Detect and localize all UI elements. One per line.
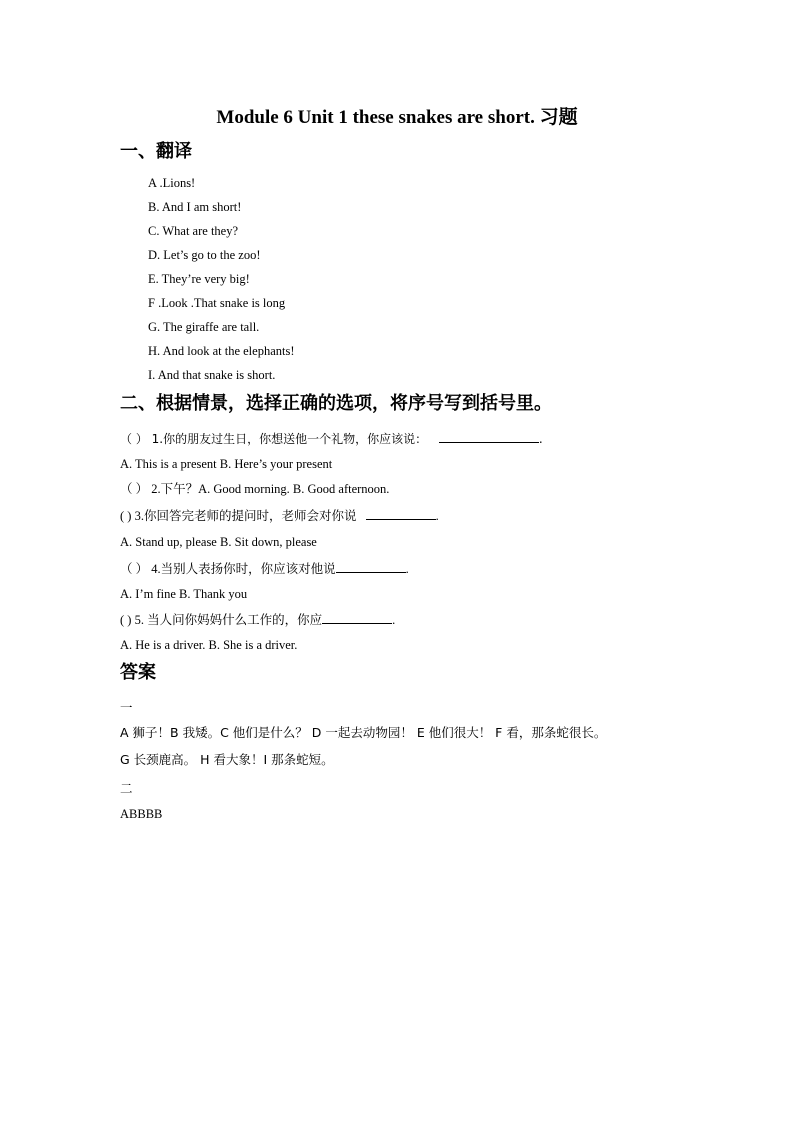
question-2: （ ） 2.下午？A. Good morning. B. Good afternoon. — [120, 482, 390, 496]
answers-part1-label: 一 — [120, 700, 133, 715]
list-item: H. And look at the elephants! — [148, 344, 295, 358]
answers-part2-label: 二 — [120, 781, 133, 796]
page-title: Module 6 Unit 1 these snakes are short. 习题 — [216, 107, 578, 128]
list-item: E. They’re very big! — [148, 272, 250, 286]
question-options: A. I’m fine B. Thank you — [120, 587, 248, 601]
period: . — [405, 562, 409, 576]
question-5 — [120, 611, 395, 628]
period: . — [392, 613, 396, 627]
answer-blank — [336, 560, 406, 573]
answers-part1-line: A 狮子！B 我矮。C 他们是什么？ D 一起去动物园！ E 他们很大！ F 看，那条蛇很长。 — [120, 725, 607, 740]
list-item: F .Look .That snake is long — [148, 296, 286, 310]
period: . — [538, 432, 543, 446]
question-options: A. He is a driver. B. She is a driver. — [120, 638, 298, 652]
answer-blank — [322, 611, 392, 624]
period: . — [435, 509, 439, 523]
answer-blank — [366, 507, 436, 520]
section-heading-translate: 一、翻译 — [120, 141, 192, 162]
answer-blank — [439, 430, 539, 443]
list-item: A .Lions! — [148, 176, 196, 190]
list-item: B. And I am short! — [148, 200, 242, 214]
section-heading-choice: 二、根据情景，选择正确的选项，将序号写到括号里。 — [120, 393, 552, 414]
question-4 — [120, 560, 409, 577]
list-item: D. Let’s go to the zoo! — [148, 248, 261, 262]
question-text: ( ) 3.你回答完老师的提问时，老师会对你说 — [120, 509, 357, 523]
list-item: G. The giraffe are tall. — [148, 320, 260, 334]
answers-part1-line: G 长颈鹿高。 H 看大象！I 那条蛇短。 — [120, 752, 334, 767]
question-3 — [120, 507, 439, 524]
question-text: ( ) 5. 当人问你妈妈什么工作的，你应 — [120, 613, 323, 627]
question-options: A. Stand up, please B. Sit down, please — [120, 535, 317, 549]
list-item: I. And that snake is short. — [148, 368, 276, 382]
question-text: （ ） 1.你的朋友过生日，你想送他一个礼物，你应该说： — [120, 432, 428, 446]
question-text: （ ） 4.当别人表扬你时，你应该对他说 — [120, 562, 336, 576]
list-item: C. What are they? — [148, 224, 239, 238]
answers-heading: 答案 — [120, 662, 156, 683]
question-1 — [120, 430, 543, 447]
answers-part2-value: ABBBB — [120, 807, 163, 821]
question-options: A. This is a present B. Here’s your present — [120, 457, 333, 471]
